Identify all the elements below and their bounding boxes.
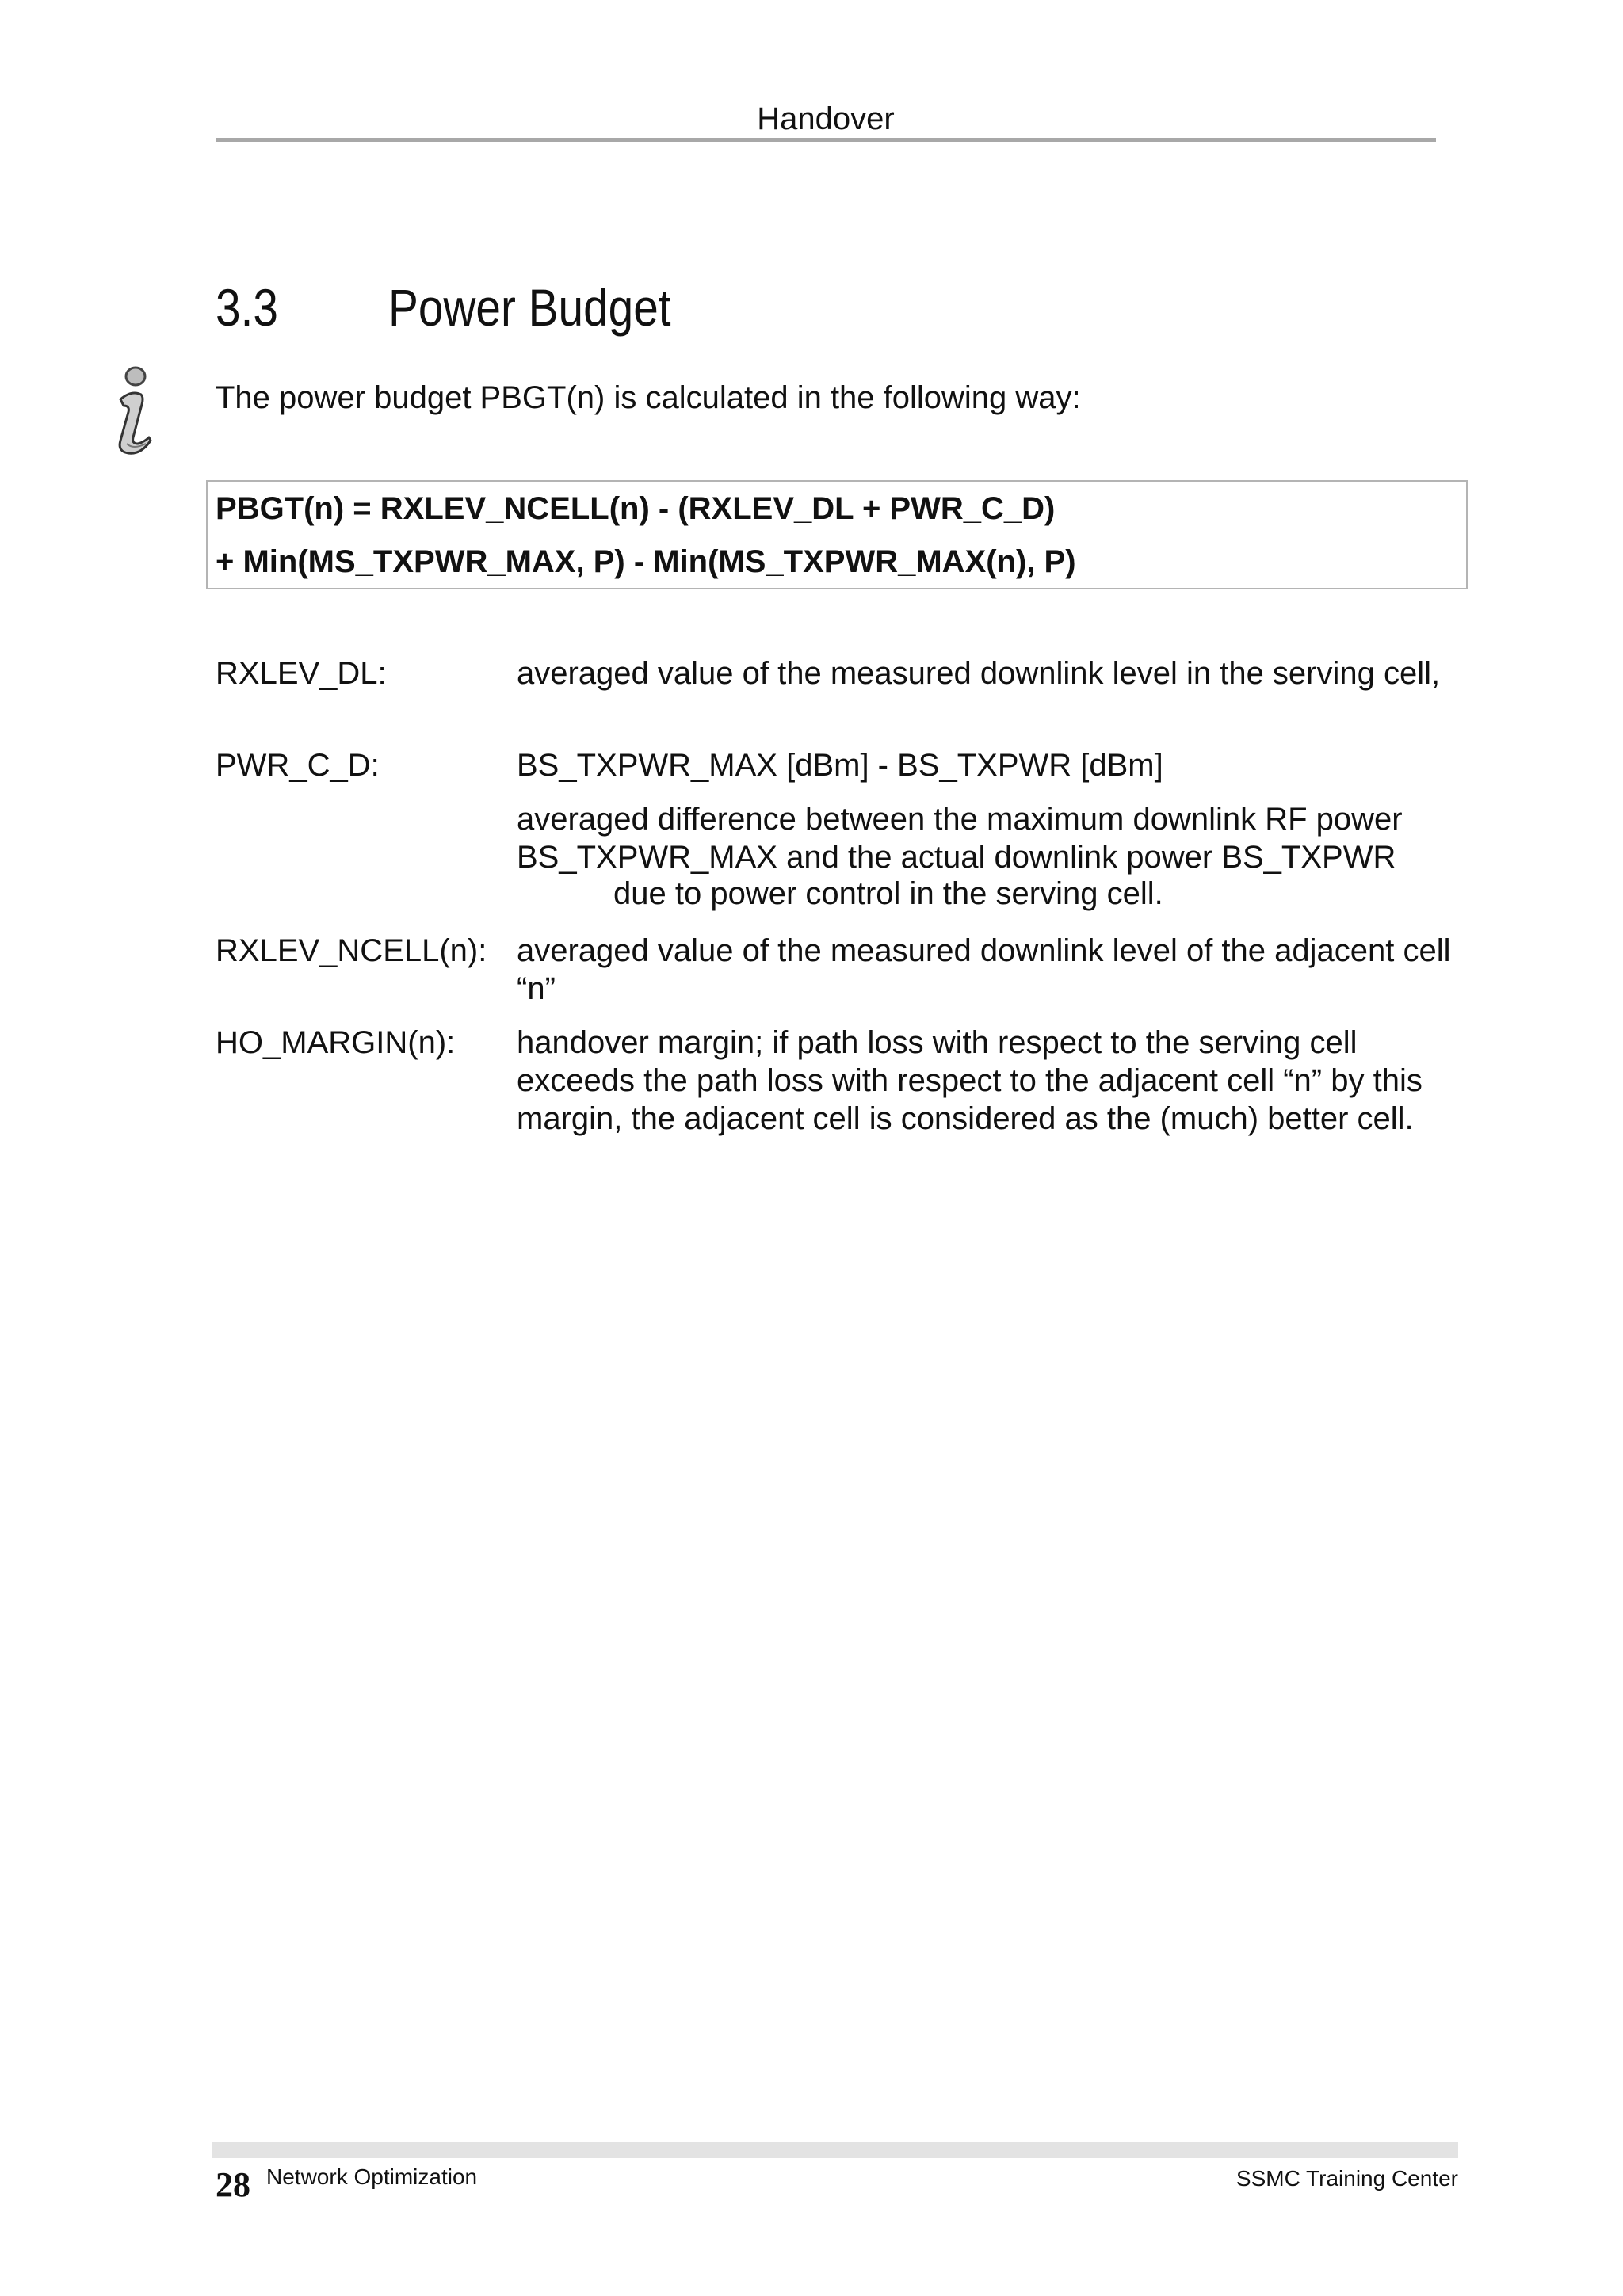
footer-document-title: Network Optimization [266,2164,478,2189]
section-number: 3.3 [216,278,278,337]
definition-term-ho-margin: HO_MARGIN(n): [216,1025,456,1060]
definition-text-ho-margin: handover margin; if path loss with respect to the serving cell exceeds the path loss with respect to the adjacent cell “n” by this margin, the adjacent cell is considered as the (much) better cell. [517,1025,1423,1136]
intro-text: The power budget PBGT(n) is calculated in the following way: [216,380,1081,415]
definition-text-pwr-c-d-detail: averaged difference between the maximum downlink RF power BS_TXPWR_MAX and the actual downlink power BS_TXPWR [517,802,1403,875]
footer-rule [212,2142,1458,2158]
running-header: Handover [757,101,895,136]
page-number: 28 [216,2165,250,2204]
definition-text-rxlev-dl: averaged value of the measured downlink level in the serving cell, [517,656,1441,691]
definition-term-pwr-c-d: PWR_C_D: [216,748,380,783]
info-icon [109,364,158,460]
definition-text-pwr-c-d: BS_TXPWR_MAX [dBm] - BS_TXPWR [dBm] [517,748,1163,783]
header-rule [216,138,1436,142]
formula-line-2: + Min(MS_TXPWR_MAX, P) - Min(MS_TXPWR_MAX(n), P) [216,544,1076,579]
definition-text-pwr-c-d-continued: due to power control in the serving cell. [613,876,1163,911]
formula-line-1: PBGT(n) = RXLEV_NCELL(n) - (RXLEV_DL + PWR_C_D) [216,491,1056,526]
footer-organization: SSMC Training Center [1235,2166,1458,2191]
definition-term-rxlev-dl: RXLEV_DL: [216,656,387,691]
definition-term-rxlev-ncell: RXLEV_NCELL(n): [216,933,487,968]
section-title: Power Budget [388,278,671,337]
definition-text-rxlev-ncell: averaged value of the measured downlink level of the adjacent cell “n” [517,933,1451,1006]
